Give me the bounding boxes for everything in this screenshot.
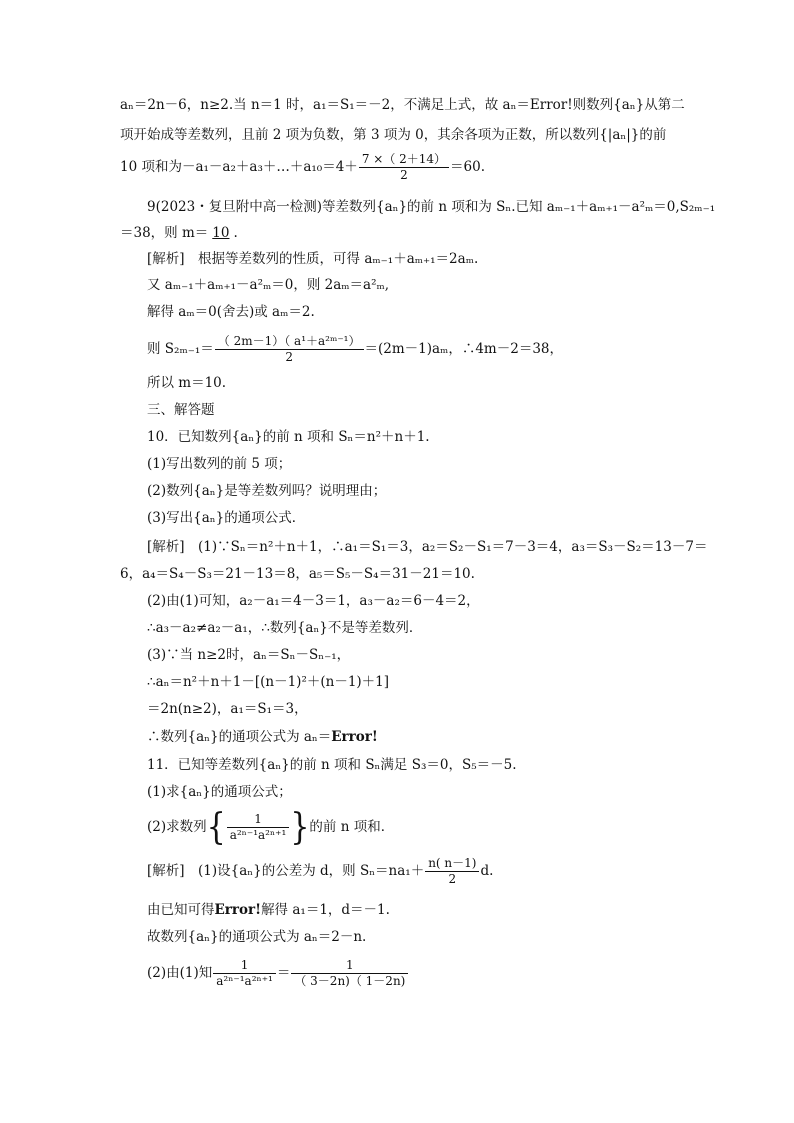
question-10-line: 10．已知数列{aₙ}的前 n 项和 Sₙ＝n²＋n＋1.: [147, 429, 430, 445]
text-line-with-fraction: [147, 958, 409, 989]
text-line: 6，a₄＝S₄－S₃＝21－13＝8，a₅＝S₅－S₄＝31－21＝10.: [120, 566, 475, 582]
fraction: [213, 958, 276, 989]
text-line: 解得 aₘ＝0(舍去)或 aₘ＝2.: [147, 304, 315, 320]
text-line: [147, 728, 378, 746]
text-segment: (2)求数列: [147, 819, 207, 835]
text-line: (1)求{aₙ}的通项公式；: [147, 784, 292, 800]
fraction: [291, 958, 408, 989]
fraction-numerator: 1: [240, 958, 249, 972]
answer-blank: 10: [212, 225, 230, 241]
text-line: (3)∵当 n≥2时，aₙ＝Sₙ－Sₙ₋₁，: [147, 647, 351, 663]
fraction-denominator: （ 3－2n)（ 1－2n): [291, 973, 408, 989]
fraction: [227, 812, 290, 843]
text-line: [147, 901, 390, 919]
fraction: [359, 152, 449, 183]
fraction-denominator: 2: [215, 349, 364, 365]
fraction-denominator: 2: [359, 167, 449, 183]
text-segment: ＝60.: [450, 159, 486, 175]
text-line: (1)写出数列的前 5 项；: [147, 456, 292, 472]
text-line: 项开始成等差数列，且前 2 项为负数，第 3 项为 0，其余各项为正数，所以数列{|aₙ|}的前: [120, 127, 667, 143]
text-line: ∴a₃－a₂≠a₂－a₁，∴数列{aₙ}不是等差数列．: [147, 620, 423, 636]
text-line: aₙ＝2n－6，n≥2.当 n＝1 时，a₁＝S₁＝－2，不满足上式，故 aₙ＝Error!则数列{aₙ}从第二: [120, 97, 685, 113]
solution-line: [147, 856, 493, 887]
text-segment: .: [233, 225, 238, 241]
text-segment: 由已知可得: [147, 902, 215, 918]
text-segment: 的前 n 项和．: [309, 819, 395, 835]
fraction-denominator: 2: [425, 871, 479, 887]
right-brace: }: [290, 805, 310, 848]
fraction-denominator: a²ⁿ⁻¹a²ⁿ⁺¹: [213, 973, 276, 989]
text-segment: 解得 a₁＝1，d＝－1.: [261, 902, 390, 918]
question-11-line: 11．已知等差数列{aₙ}的前 n 项和 Sₙ满足 S₃＝0，S₅＝－5.: [147, 757, 517, 773]
text-line: 所以 m＝10.: [147, 375, 227, 391]
text-line-with-fraction: [120, 152, 485, 183]
text-segment: ＝(2m－1)aₘ，∴4m－2＝38，: [364, 341, 563, 357]
text-line: 又 aₘ₋₁＋aₘ₊₁－a²ₘ＝0，则 2aₘ＝a²ₘ,: [147, 277, 390, 293]
fraction-numerator: 1: [254, 812, 262, 826]
fraction-numerator: n( n－1): [428, 856, 477, 870]
fraction: [215, 334, 364, 365]
text-line: ∴aₙ＝n²＋n＋1－[(n－1)²＋(n－1)＋1]: [147, 674, 390, 690]
text-segment: ＝: [276, 965, 291, 981]
section-heading: 三、解答题: [147, 402, 215, 418]
fraction: [425, 856, 479, 887]
text-segment: (2)由(1)知: [147, 965, 213, 981]
question-9-line: 9(2023・复旦附中高一检测)等差数列{aₙ}的前 n 项和为 Sₙ.已知 aₘ₋₁＋aₘ₊₁－a²ₘ＝0,S₂ₘ₋₁: [147, 199, 716, 215]
text-line-with-fraction: [147, 805, 395, 848]
fraction-numerator: （ 2m－1）（ a¹＋a²ᵐ⁻¹）: [217, 334, 361, 348]
text-line: [120, 224, 238, 242]
error-marker: Error!: [331, 729, 378, 745]
solution-line: [解析] 根据等差数列的性质，可得 aₘ₋₁＋aₘ₊₁＝2aₘ.: [147, 251, 479, 267]
text-line: 故数列{aₙ}的通项公式为 aₙ＝2－n.: [147, 929, 367, 945]
solution-line: [解析] (1)∵Sₙ＝n²＋n＋1，∴a₁＝S₁＝3，a₂＝S₂－S₁＝7－3＝4，a₃＝S₃－S₂＝13－7＝: [147, 539, 708, 555]
text-segment: [解析] (1)设{aₙ}的公差为 d，则 Sₙ＝na₁＋: [147, 863, 425, 879]
text-segment: ∴数列{aₙ}的通项公式为 aₙ＝: [147, 729, 332, 745]
text-segment: d.: [480, 863, 494, 879]
text-segment: 则 S₂ₘ₋₁＝: [147, 341, 214, 357]
text-line: ＝2n(n≥2)，a₁＝S₁＝3，: [147, 701, 308, 717]
text-line: (2)由(1)可知，a₂－a₁＝4－3＝1，a₃－a₂＝6－4＝2，: [147, 593, 480, 609]
text-line-with-fraction: [147, 334, 563, 365]
fraction-numerator: 7 ×（ 2＋14）: [361, 152, 447, 166]
left-brace: {: [206, 805, 226, 848]
text-line: (3)写出{aₙ}的通项公式．: [147, 510, 306, 526]
text-line: (2)数列{aₙ}是等差数列吗？说明理由；: [147, 483, 387, 499]
fraction-denominator: a²ⁿ⁻¹a²ⁿ⁺¹: [227, 827, 290, 843]
error-marker: Error!: [214, 902, 262, 918]
text-segment: ＝38，则 m＝: [120, 225, 209, 241]
fraction-numerator: 1: [346, 958, 354, 972]
text-segment: 10 项和为－a₁－a₂＋a₃＋…＋a₁₀＝4＋: [120, 159, 358, 175]
